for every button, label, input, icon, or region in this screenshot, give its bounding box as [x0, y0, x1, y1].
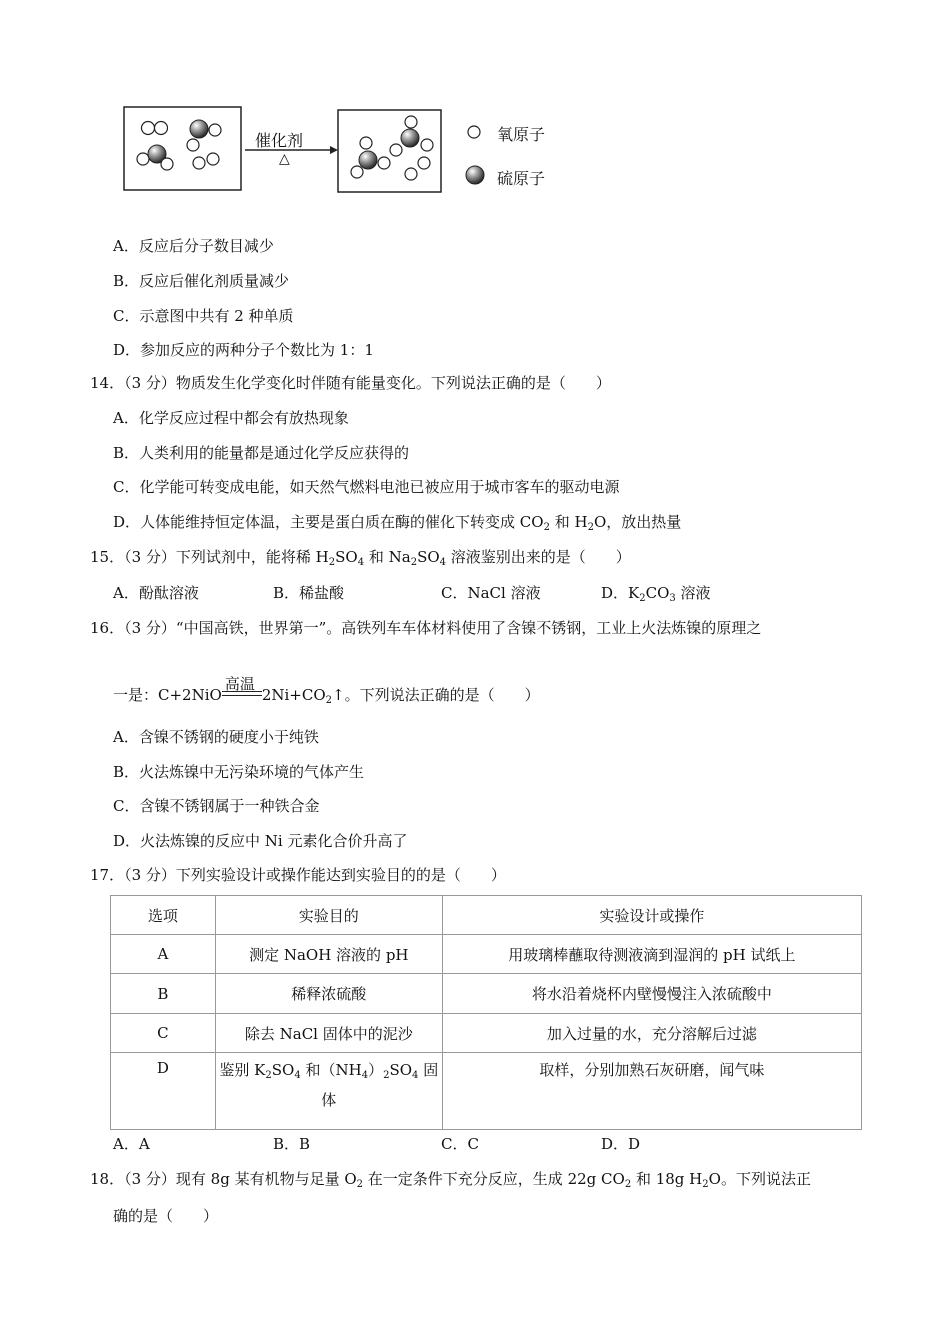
table-header-cell: 实验设计或操作	[442, 896, 861, 935]
sulfur-atom-icon	[190, 120, 208, 138]
q15-option-a: A．酚酞溶液	[113, 584, 199, 602]
table-cell: B	[111, 974, 216, 1014]
q18-stem: 18．（3 分）现有 8g 某有机物与足量 $O_2$ 在一定条件下充分反应，生成 22g $CO_2$ 和 18g $H_2O$。下列说法正	[90, 1170, 811, 1190]
oxygen-atom-icon	[390, 144, 402, 156]
q16-option-c: C．含镍不锈钢属于一种铁合金	[113, 797, 320, 815]
table-cell: D	[111, 1053, 216, 1130]
q14-stem: 14．（3 分）物质发生化学变化时伴随有能量变化。下列说法正确的是（ ）	[90, 374, 611, 392]
table-cell: 加入过量的水，充分溶解后过滤	[442, 1014, 861, 1053]
q14-option-d: D．人体能维持恒定体温，主要是蛋白质在酶的催化下转变成 $CO_2$ 和 $H_2O$，放出热量	[113, 513, 682, 533]
arrow-head	[330, 146, 338, 154]
q15-option-d: D．$K_2CO_3$ 溶液	[601, 584, 711, 604]
legend-sulfur-label: 硫原子	[497, 169, 546, 188]
equation-condition: 高温	[222, 686, 262, 704]
reaction-diagram	[0, 0, 950, 210]
oxygen-atom-icon	[187, 139, 199, 151]
q14-option-c: C．化学能可转变成电能，如天然气燃料电池已被应用于城市客车的驱动电源	[113, 478, 620, 496]
table-cell: 稀释浓硫酸	[215, 974, 442, 1014]
oxygen-atom-icon	[360, 137, 372, 149]
oxygen-atom-icon	[421, 139, 433, 151]
legend-oxygen-label: 氧原子	[497, 125, 546, 144]
experiment-table	[110, 895, 862, 1130]
q16-option-d: D．火法炼镍的反应中 Ni 元素化合价升高了	[113, 832, 408, 850]
q13-option-c: C．示意图中共有 2 种单质	[113, 307, 294, 325]
oxygen-atom-icon	[142, 122, 155, 135]
oxygen-atom-icon	[405, 116, 417, 128]
arrow-label-heat: △	[279, 151, 290, 167]
table-header-row	[111, 896, 862, 935]
oxygen-atom-icon	[468, 126, 480, 138]
q17-answer-b: B．B	[273, 1135, 311, 1153]
table-cell: 用玻璃棒蘸取待测液滴到湿润的 pH 试纸上	[442, 935, 861, 974]
q17-answer-d: D．D	[601, 1135, 641, 1153]
reactants-box	[124, 107, 241, 190]
q17-answer-a: A．A	[113, 1135, 150, 1153]
q18-stem-continued: 确的是（ ）	[113, 1207, 219, 1225]
oxygen-atom-icon	[161, 158, 173, 170]
table-cell: C	[111, 1014, 216, 1053]
table-cell: A	[111, 935, 216, 974]
q15-option-c: C．NaCl 溶液	[441, 584, 541, 602]
table-header-cell: 实验目的	[215, 896, 442, 935]
q15-stem: 15．（3 分）下列试剂中，能将稀 $H_2SO_4$ 和 $Na_2SO_4$ 溶液鉴别出来的是（ ）	[90, 548, 631, 568]
oxygen-atom-icon	[193, 157, 205, 169]
q14-option-b: B．人类利用的能量都是通过化学反应获得的	[113, 444, 410, 462]
oxygen-atom-icon	[405, 168, 417, 180]
sulfur-atom-icon	[359, 151, 377, 169]
q17-answer-c: C．C	[441, 1135, 479, 1153]
oxygen-atom-icon	[209, 124, 221, 136]
arrow-label-catalyst: 催化剂	[255, 131, 304, 150]
q15-option-b: B．稀盐酸	[273, 584, 345, 602]
table-row	[111, 935, 862, 974]
sulfur-atom-icon	[466, 166, 484, 184]
table-cell: 取样，分别加熟石灰研磨，闻气味	[442, 1053, 861, 1130]
q16-stem: 16．（3 分）“中国高铁，世界第一”。高铁列车车体材料使用了含镍不锈钢，工业上火法炼镍的原理之	[90, 619, 762, 637]
q16-equation: 一是：C+2NiO 高温 $2Ni+CO_2↑$。下列说法正确的是（ ）	[113, 675, 540, 706]
table-cell: 将水沿着烧杯内壁慢慢注入浓硫酸中	[442, 974, 861, 1014]
table-header-cell: 选项	[111, 896, 216, 935]
q13-option-a: A．反应后分子数目减少	[113, 237, 274, 255]
q16-option-b: B．火法炼镍中无污染环境的气体产生	[113, 763, 365, 781]
q13-option-b: B．反应后催化剂质量减少	[113, 272, 290, 290]
q13-option-d: D．参加反应的两种分子个数比为 1：1	[113, 341, 374, 359]
oxygen-atom-icon	[351, 166, 363, 178]
table-row	[111, 1014, 862, 1053]
oxygen-atom-icon	[418, 157, 430, 169]
oxygen-atom-icon	[378, 157, 390, 169]
table-cell: 测定 NaOH 溶液的 pH	[215, 935, 442, 974]
oxygen-atom-icon	[207, 153, 219, 165]
sulfur-atom-icon	[401, 129, 419, 147]
q16-option-a: A．含镍不锈钢的硬度小于纯铁	[113, 728, 319, 746]
table-row	[111, 974, 862, 1014]
table-row	[111, 1053, 862, 1130]
oxygen-atom-icon	[155, 122, 168, 135]
table-cell: 鉴别 $K_2SO_4$ 和$(NH_4)_2SO_4$ 固 体	[215, 1053, 442, 1130]
oxygen-atom-icon	[137, 153, 149, 165]
q17-stem: 17．（3 分）下列实验设计或操作能达到实验目的的是（ ）	[90, 866, 506, 884]
table-cell: 除去 NaCl 固体中的泥沙	[215, 1014, 442, 1053]
q14-option-a: A．化学反应过程中都会有放热现象	[113, 409, 349, 427]
